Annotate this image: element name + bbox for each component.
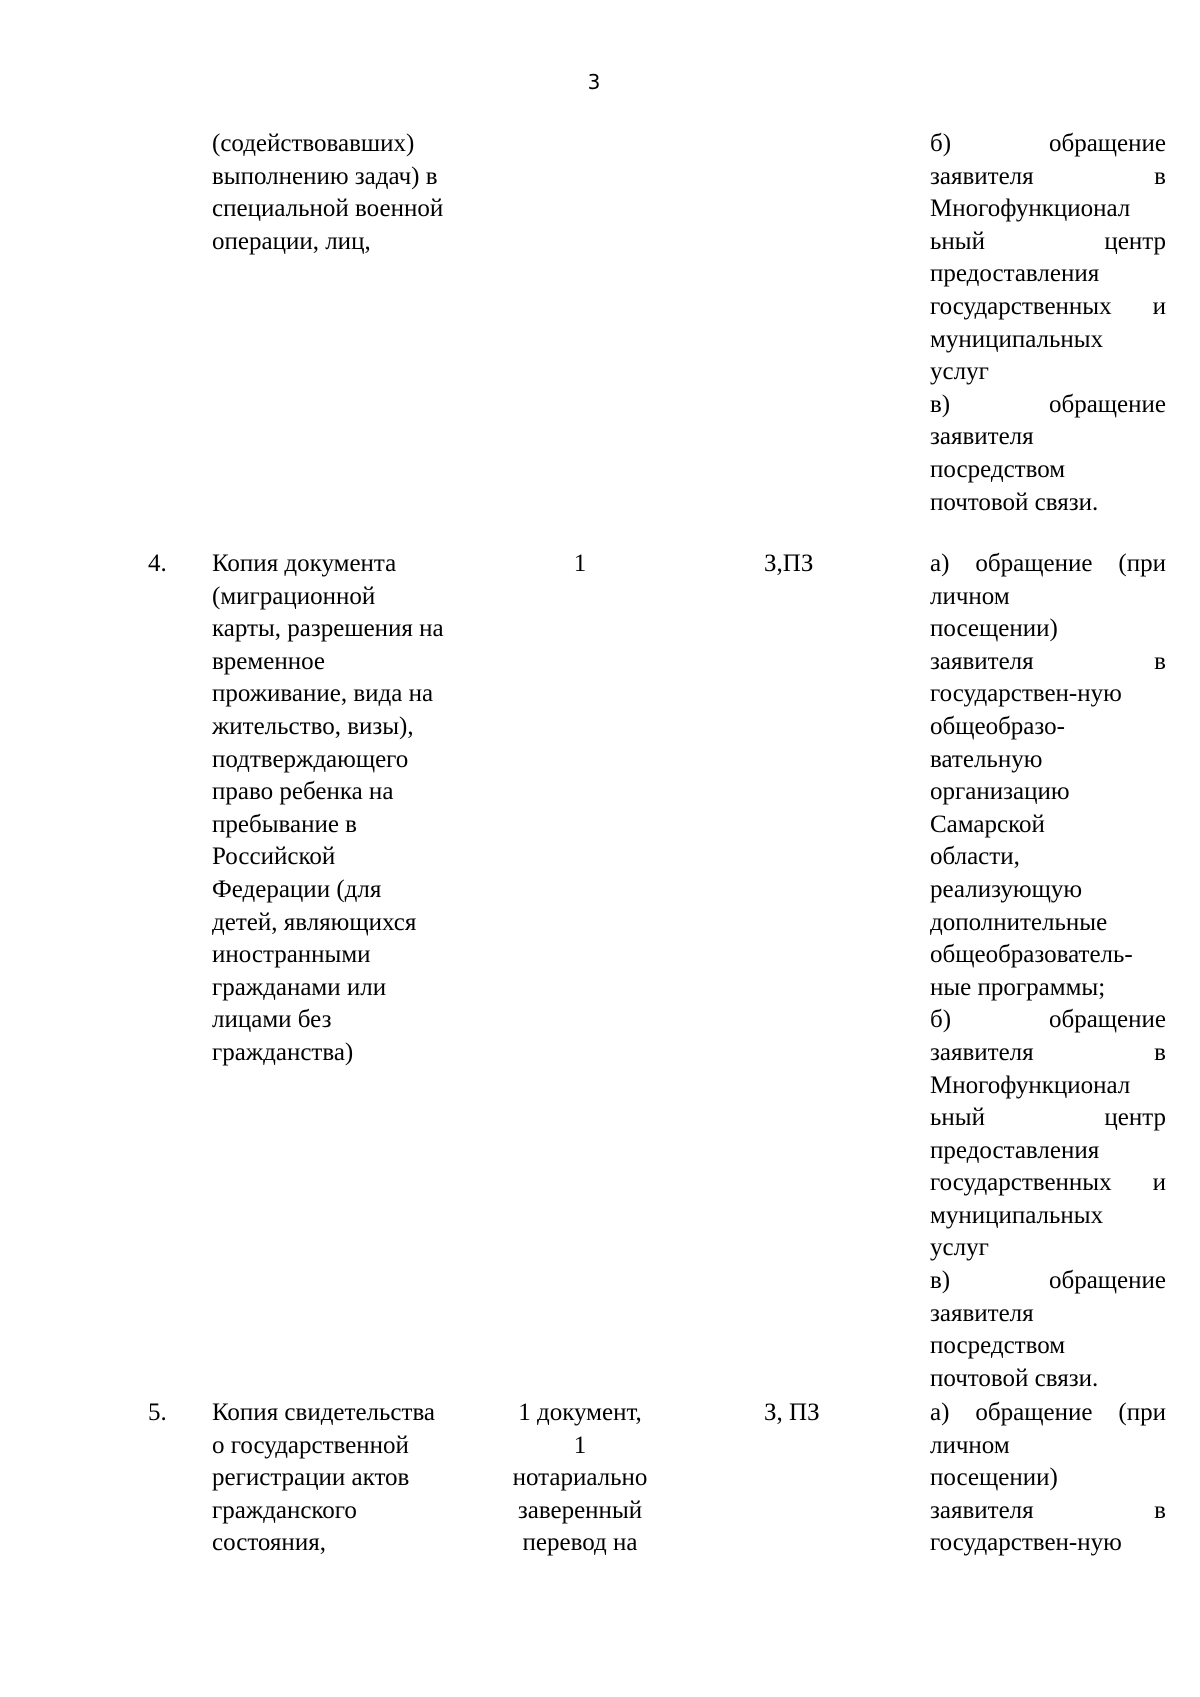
submission-method-cell <box>930 548 1166 1395</box>
method-line: предоставления <box>930 1136 1100 1164</box>
quantity-cell <box>494 548 666 581</box>
method-line: ьный центр <box>930 1104 1166 1132</box>
document-line: Федерации (для <box>212 875 382 903</box>
document-line: регистрации актов <box>212 1464 410 1492</box>
method-line: государственных и <box>930 292 1166 320</box>
document-line: пребывание в <box>212 810 357 838</box>
document-line: специальной военной <box>212 195 444 223</box>
document-line: (миграционной <box>212 582 376 610</box>
method-line: в) обращение <box>930 390 1166 418</box>
method-line: услуг <box>930 1234 989 1262</box>
method-line: в) обращение <box>930 1267 1166 1295</box>
method-line: посредством <box>930 455 1066 483</box>
document-line: (содействовавших) <box>212 130 415 157</box>
document-line: жительство, визы), <box>212 712 414 740</box>
submission-method-cell <box>930 1397 1166 1560</box>
method-line: посещении) <box>930 615 1058 643</box>
method-line: предоставления <box>930 260 1100 288</box>
document-cell <box>212 548 478 1070</box>
submission-method-cell <box>930 128 1166 519</box>
document-line: лицами без <box>212 1006 332 1034</box>
quantity-cell <box>494 1397 666 1560</box>
method-line: Многофункционал <box>930 1071 1131 1099</box>
document-line: Копия документа <box>212 550 397 577</box>
method-line: организацию <box>930 778 1070 806</box>
document-line: Копия свидетельства <box>212 1399 436 1426</box>
method-line: вательную <box>930 745 1043 773</box>
method-line: заявителя в <box>930 162 1166 190</box>
quantity-line: нотариально <box>512 1464 648 1492</box>
method-line: дополнительные <box>930 908 1108 936</box>
method-line: государствен-ную <box>930 680 1122 708</box>
document-line: выполнению задач) в <box>212 162 438 190</box>
document-line: Российской <box>212 843 336 871</box>
document-line: детей, являющихся <box>212 908 417 936</box>
method-line: посещении) <box>930 1464 1058 1492</box>
method-line: общеобразо- <box>930 712 1065 740</box>
method-line: области, <box>930 843 1020 871</box>
document-line: гражданского <box>212 1496 357 1524</box>
document-cell <box>212 1397 478 1560</box>
method-line: государственных и <box>930 1169 1166 1197</box>
method-line: государствен-ную <box>930 1529 1122 1557</box>
document-line: иностранными <box>212 941 371 969</box>
page-number: 3 <box>587 70 601 94</box>
document-line: операции, лиц, <box>212 227 371 255</box>
document-cell <box>212 128 478 258</box>
document-type-cell: З,ПЗ <box>764 550 814 577</box>
document-line: карты, разрешения на <box>212 615 444 643</box>
method-line: заявителя <box>930 423 1034 451</box>
method-line: б) обращение <box>930 130 1166 157</box>
document-line: временное <box>212 647 325 675</box>
quantity-line: 1 <box>573 550 587 577</box>
method-line: почтовой связи. <box>930 1364 1099 1392</box>
method-line: Самарской <box>930 810 1045 838</box>
method-line: почтовой связи. <box>930 488 1099 516</box>
method-line: заявителя <box>930 1299 1034 1327</box>
document-type-cell: З, ПЗ <box>764 1399 820 1426</box>
quantity-line: перевод на <box>522 1529 638 1557</box>
method-line: муниципальных <box>930 1201 1104 1229</box>
method-line: общеобразователь- <box>930 941 1133 969</box>
row-number: 4. <box>148 550 167 577</box>
method-line: а) обращение (при <box>930 550 1166 577</box>
quantity-line: 1 <box>573 1431 587 1459</box>
document-line: о государственной <box>212 1431 409 1459</box>
document-line: право ребенка на <box>212 778 394 806</box>
method-line: б) обращение <box>930 1006 1166 1034</box>
document-line: проживание, вида на <box>212 680 434 708</box>
method-line: ьный центр <box>930 227 1166 255</box>
method-line: личном <box>930 1431 1010 1459</box>
method-line: заявителя в <box>930 1496 1166 1524</box>
quantity-line: заверенный <box>517 1496 643 1524</box>
document-line: гражданами или <box>212 973 387 1001</box>
method-line: муниципальных <box>930 325 1104 353</box>
document-line: гражданства) <box>212 1038 354 1066</box>
method-line: Многофункционал <box>930 195 1131 223</box>
method-line: а) обращение (при <box>930 1399 1166 1426</box>
method-line: реализующую <box>930 875 1083 903</box>
method-line: услуг <box>930 358 989 386</box>
row-number: 5. <box>148 1399 167 1426</box>
document-line: подтверждающего <box>212 745 409 773</box>
method-line: заявителя в <box>930 1038 1166 1066</box>
method-line: ные программы; <box>930 973 1106 1001</box>
method-line: личном <box>930 582 1010 610</box>
method-line: посредством <box>930 1332 1066 1360</box>
method-line: заявителя в <box>930 647 1166 675</box>
document-line: состояния, <box>212 1529 326 1557</box>
quantity-line: 1 документ, <box>518 1399 642 1426</box>
